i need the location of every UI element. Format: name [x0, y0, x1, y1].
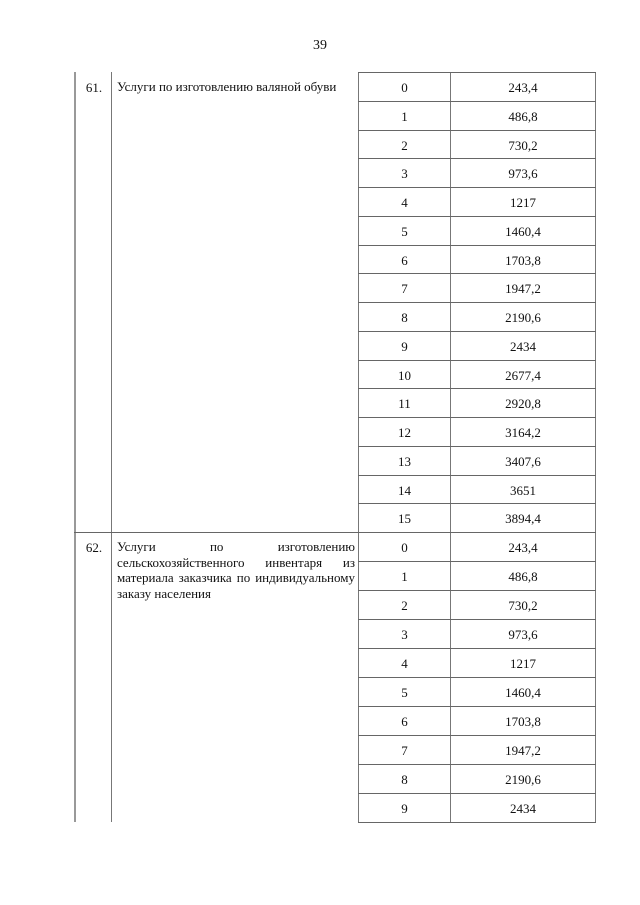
coefficient-cell: 3: [401, 627, 408, 642]
price-cell: 3407,6: [505, 453, 541, 469]
coefficient-cell: 1: [401, 569, 408, 584]
price-cell: 1217: [510, 656, 536, 671]
coefficient-cell: 8: [401, 310, 408, 325]
price-cell: 2434: [510, 338, 536, 354]
row-divider: [358, 764, 596, 765]
coefficient-cell: 2: [401, 598, 408, 613]
price-cell: 2434: [510, 801, 536, 816]
service-description: Услуги по изготовлению валяной обуви: [117, 79, 337, 94]
row-divider: [358, 158, 596, 159]
row-divider: [358, 735, 596, 736]
row-divider: [358, 273, 596, 274]
row-divider: [358, 619, 596, 620]
row-divider: [358, 677, 596, 678]
price-cell: 2190,6: [505, 772, 541, 787]
price-cell: 2677,4: [505, 367, 541, 383]
column-divider: [111, 72, 112, 822]
price-cell: 3164,2: [505, 425, 541, 440]
service-description: Услуги по изготовлению сельскохозяйственного инвентаря из материала заказчика по индивидуальному заказу населения: [117, 539, 355, 601]
coefficient-cell: 11: [398, 396, 411, 412]
price-cell: 1460,4: [505, 223, 541, 239]
row-divider: [358, 706, 596, 707]
group-divider: [74, 532, 596, 533]
price-cell: 730,2: [508, 598, 538, 613]
price-cell: 1217: [510, 195, 536, 210]
price-cell: 2920,8: [505, 396, 541, 412]
coefficient-cell: 4: [401, 656, 408, 671]
coefficient-cell: 4: [401, 195, 408, 210]
coefficient-cell: 7: [401, 281, 408, 297]
coefficient-cell: 5: [401, 223, 408, 239]
row-divider: [358, 331, 596, 332]
price-cell: 973,6: [508, 166, 538, 182]
row-divider: [358, 388, 596, 389]
coefficient-cell: 13: [398, 453, 411, 469]
row-divider: [358, 245, 596, 246]
price-cell: 1460,4: [505, 685, 541, 700]
row-divider: [358, 475, 596, 476]
coefficient-cell: 8: [401, 772, 408, 787]
coefficient-cell: 6: [401, 252, 408, 268]
row-divider: [358, 417, 596, 418]
price-cell: 973,6: [508, 627, 538, 642]
price-cell: 1703,8: [505, 252, 541, 268]
row-divider: [358, 101, 596, 102]
table-left-border: [74, 72, 76, 822]
column-divider: [358, 72, 359, 822]
price-cell: 486,8: [508, 108, 538, 124]
row-divider: [358, 446, 596, 447]
table-top-border: [358, 72, 596, 73]
column-divider: [450, 72, 451, 822]
row-divider: [358, 561, 596, 562]
table-right-border: [595, 72, 596, 822]
row-divider: [358, 360, 596, 361]
price-cell: 1947,2: [505, 281, 541, 297]
price-cell: 1947,2: [505, 743, 541, 758]
row-divider: [358, 793, 596, 794]
row-divider: [358, 187, 596, 188]
row-divider: [358, 503, 596, 504]
coefficient-cell: 5: [401, 685, 408, 700]
coefficient-cell: 6: [401, 714, 408, 729]
price-cell: 243,4: [508, 80, 538, 95]
price-cell: 2190,6: [505, 310, 541, 325]
coefficient-cell: 10: [398, 367, 411, 383]
row-number: 61.: [85, 80, 103, 95]
price-cell: 486,8: [508, 569, 538, 584]
price-cell: 3894,4: [505, 511, 541, 527]
row-divider: [358, 648, 596, 649]
coefficient-cell: 15: [398, 511, 411, 527]
coefficient-cell: 1: [401, 108, 408, 124]
page-number: 39: [313, 38, 327, 53]
row-number: 62.: [85, 540, 103, 555]
coefficient-cell: 9: [401, 338, 408, 354]
coefficient-cell: 0: [401, 80, 408, 95]
coefficient-cell: 12: [398, 425, 411, 440]
price-cell: 3651: [510, 482, 536, 498]
coefficient-cell: 2: [401, 137, 408, 153]
price-cell: 730,2: [508, 137, 538, 153]
coefficient-cell: 3: [401, 166, 408, 182]
coefficient-cell: 14: [398, 482, 411, 498]
price-cell: 1703,8: [505, 714, 541, 729]
row-divider: [358, 130, 596, 131]
coefficient-cell: 0: [401, 540, 408, 555]
coefficient-cell: 9: [401, 801, 408, 816]
row-divider: [358, 302, 596, 303]
coefficient-cell: 7: [401, 743, 408, 758]
row-divider: [358, 216, 596, 217]
row-divider: [358, 590, 596, 591]
table-bottom-border: [358, 822, 596, 823]
price-cell: 243,4: [508, 540, 538, 555]
